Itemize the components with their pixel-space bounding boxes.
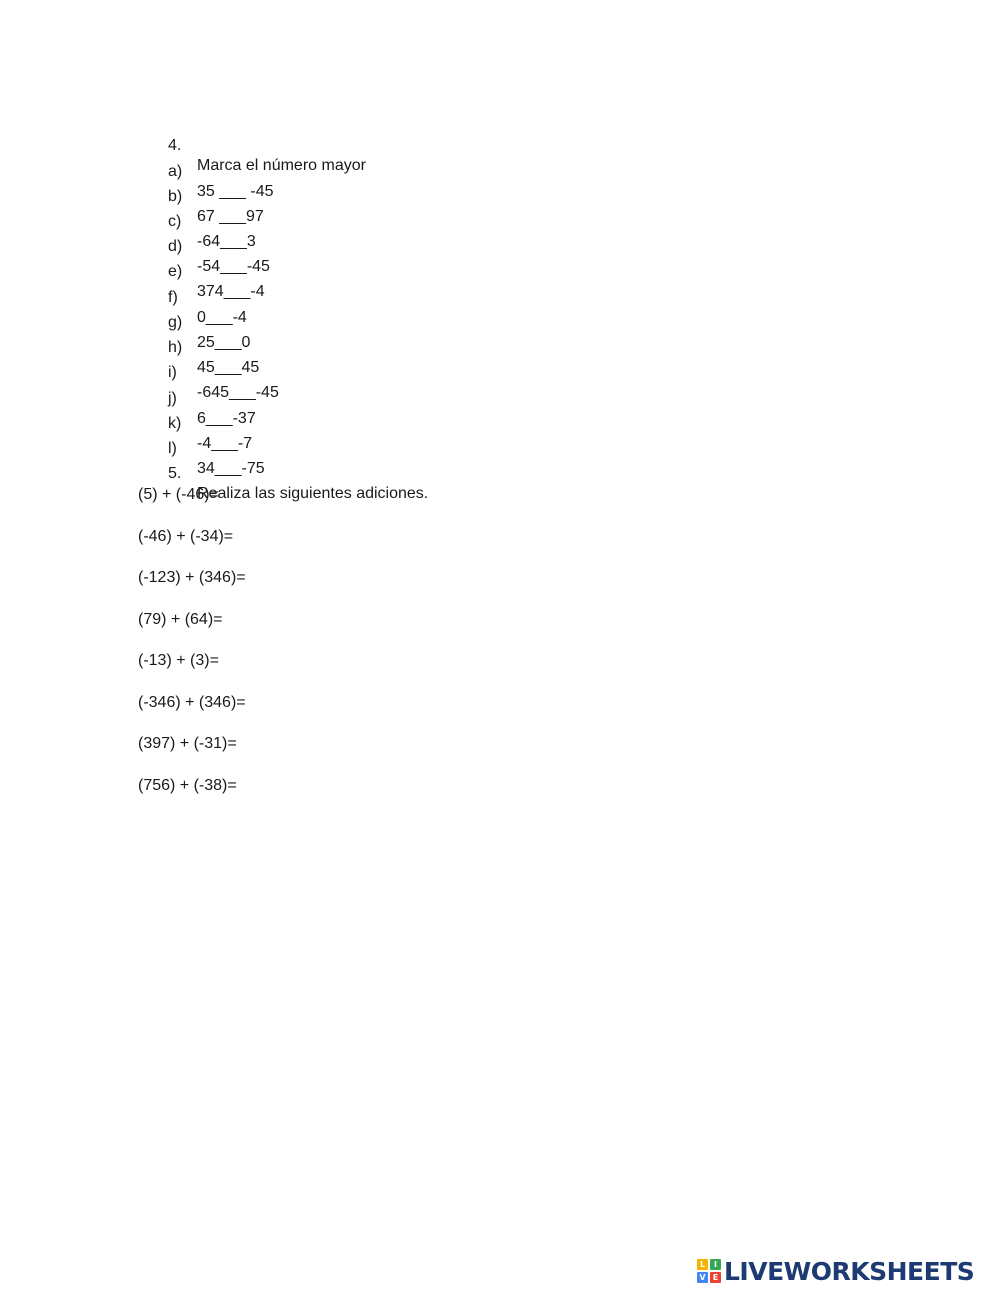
item-letter: h) (168, 339, 183, 356)
item-comparison: 0___-4 (197, 309, 247, 326)
equation: (-346) + (346)= (138, 694, 246, 711)
item-letter: d) (168, 238, 183, 255)
item-comparison: -54___-45 (197, 258, 270, 275)
item-letter: b) (168, 188, 183, 205)
item-comparison: 45___45 (197, 359, 260, 376)
equation: (397) + (-31)= (138, 735, 237, 752)
item-comparison: -64___3 (197, 233, 256, 250)
item-letter: l) (168, 440, 177, 457)
item-letter: g) (168, 314, 183, 331)
liveworksheets-logo[interactable] (697, 1257, 974, 1285)
item-letter: c) (168, 213, 182, 230)
item-comparison: -4___-7 (197, 435, 253, 452)
logo-tile: V (697, 1272, 708, 1283)
item-comparison: 25___0 (197, 334, 251, 351)
item-letter: f) (168, 289, 178, 306)
section-5-title: Realiza las siguientes adiciones. (197, 485, 429, 502)
item-letter: a) (168, 163, 183, 180)
equation: (-46) + (-34)= (138, 528, 234, 545)
item-comparison: 35 ___ -45 (197, 183, 274, 200)
item-comparison: 67 ___97 (197, 208, 264, 225)
equation: (756) + (-38)= (138, 777, 237, 794)
equation: (79) + (64)= (138, 611, 223, 628)
section-4-title: Marca el número mayor (197, 157, 366, 174)
section-5-number: 5. (168, 465, 182, 482)
section-4-number: 4. (168, 137, 182, 154)
logo-tile: E (710, 1272, 721, 1283)
logo-tile: I (710, 1259, 721, 1270)
logo-tiles-icon (697, 1259, 721, 1283)
logo-tile: L (697, 1259, 708, 1270)
equation: (-123) + (346)= (138, 569, 246, 586)
item-comparison: -645___-45 (197, 384, 279, 401)
item-comparison: 34___-75 (197, 460, 265, 477)
item-comparison: 6___-37 (197, 410, 256, 427)
equation: (5) + (-46)= (138, 486, 219, 503)
equation: (-13) + (3)= (138, 652, 219, 669)
item-comparison: 374___-4 (197, 283, 265, 300)
item-letter: k) (168, 415, 182, 432)
item-letter: e) (168, 263, 183, 280)
item-letter: j) (168, 390, 177, 407)
logo-text: LIVEWORKSHEETS (724, 1256, 975, 1286)
item-letter: i) (168, 364, 177, 381)
